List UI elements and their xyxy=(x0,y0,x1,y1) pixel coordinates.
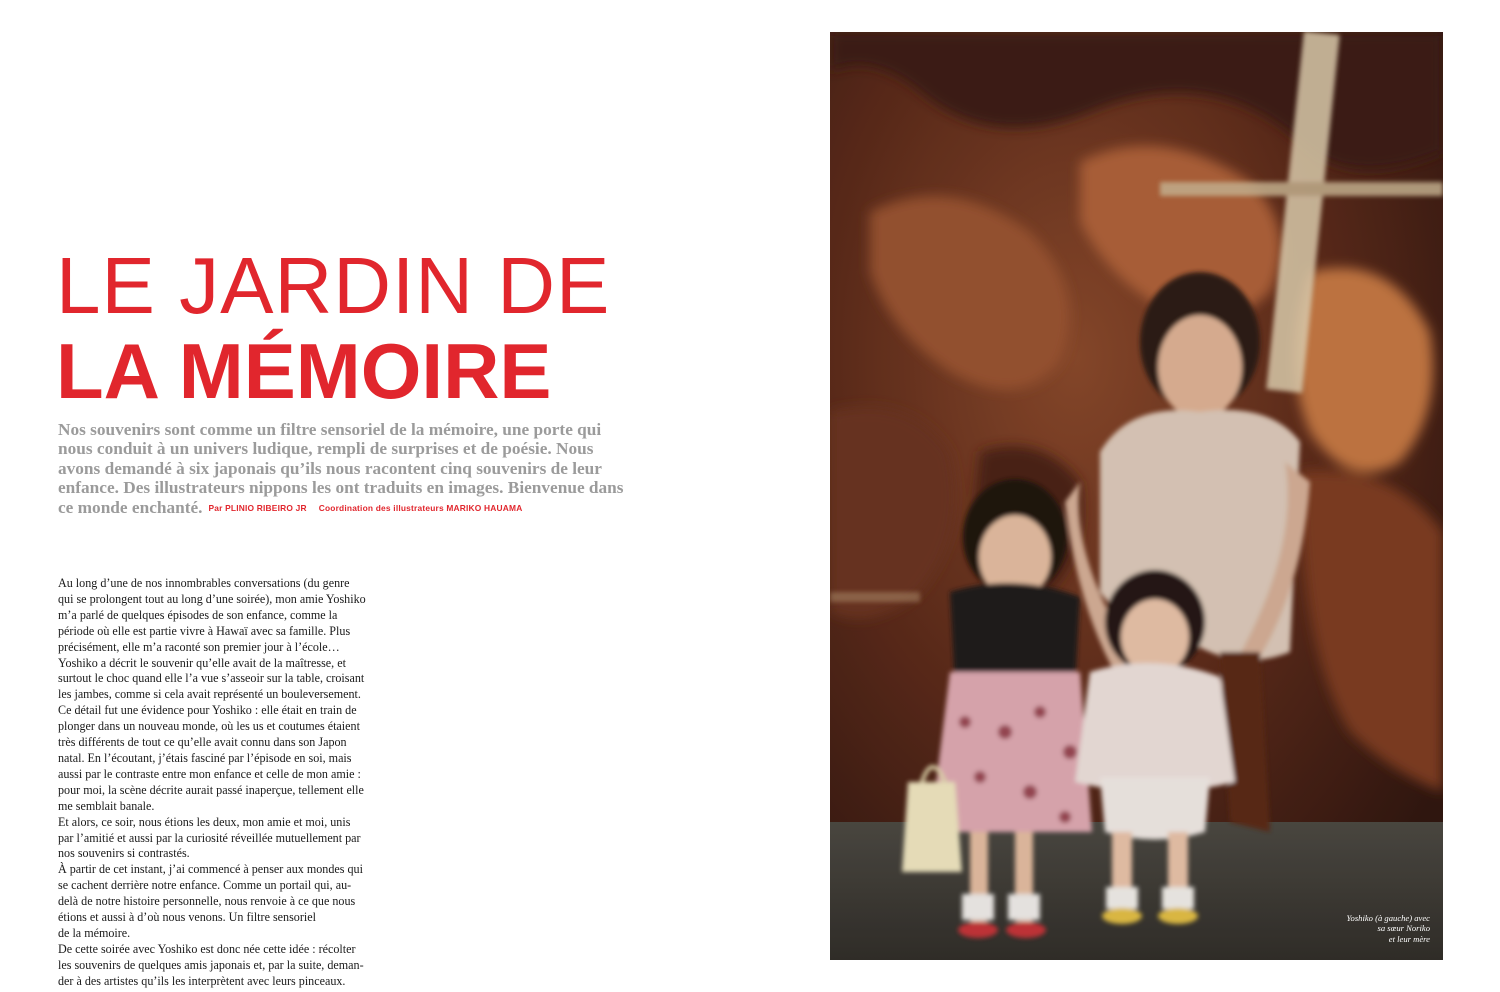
article-title xyxy=(56,241,611,415)
caption-line: Yoshiko (à gauche) avec xyxy=(1346,912,1430,923)
body-line: Et alors, ce soir, nous étions les deux, mon amie et moi, unis xyxy=(58,814,351,829)
body-line: très différents de tout ce qu’elle avait connu dans son Japon xyxy=(58,735,347,750)
body-line: der à des artistes qu’ils les interprètent avec leurs pinceaux. xyxy=(58,973,346,988)
body-line: me semblait banale. xyxy=(58,798,155,813)
body-line: aussi par le contraste entre mon enfance et celle de mon amie : xyxy=(58,766,361,781)
article-lede xyxy=(58,420,633,518)
body-line: natal. En l’écoutant, j’étais fasciné par l’épisode en soi, mais xyxy=(58,750,352,765)
title-line-2: LA MÉMOIRE xyxy=(56,327,552,415)
body-line: À partir de cet instant, j’ai commencé à penser aux mondes qui xyxy=(58,862,363,877)
body-line: les souvenirs de quelques amis japonais et, par la suite, deman- xyxy=(58,957,364,972)
body-line: Au long d’une de nos innombrables conversations (du genre xyxy=(58,576,350,590)
body-line: delà de notre histoire personnelle, nous renvoie à ce que nous xyxy=(58,894,356,909)
body-line: de la mémoire. xyxy=(58,925,131,940)
body-line: Yoshiko a décrit le souvenir qu’elle avait de la maîtresse, et xyxy=(58,655,346,670)
body-line: période où elle est partie vivre à Hawaï avec sa famille. Plus xyxy=(58,623,351,638)
body-line: surtout le choc quand elle l’a vue s’asseoir sur la table, croisant xyxy=(58,671,365,686)
body-line: nos souvenirs si contrastés. xyxy=(58,846,190,861)
body-line: m’a parlé de quelques épisodes de son enfance, comme la xyxy=(58,607,338,622)
family-photo xyxy=(830,32,1443,960)
body-line: qui se prolongent tout au long d’une soirée), mon amie Yoshiko xyxy=(58,591,366,606)
body-line: par l’amitié et aussi par la curiosité réveillée mutuellement par xyxy=(58,830,361,845)
body-line: étions et aussi à d’où nous venons. Un filtre sensoriel xyxy=(58,910,316,925)
body-line: De cette soirée avec Yoshiko est donc née cette idée : récolter xyxy=(58,941,356,956)
body-line: plonger dans un nouveau monde, où les us et coutumes étaient xyxy=(58,719,360,734)
credit-illustrators: Coordination des illustrateurs MARIKO HAUAMA xyxy=(318,502,523,513)
photo-illustration xyxy=(830,32,1443,960)
body-line: précisément, elle m’a raconté son premier jour à l’école… xyxy=(58,639,340,654)
body-line: pour moi, la scène décrite aurait passé inaperçue, tellement elle xyxy=(58,782,364,797)
body-line: les jambes, comme si cela avait représenté un bouleversement. xyxy=(58,687,361,702)
article-credits xyxy=(208,503,522,513)
body-line: Ce détail fut une évidence pour Yoshiko : elle était en train de xyxy=(58,703,357,718)
lede-text: Nos souvenirs sont comme un filtre sensoriel de la mémoire, une porte qui nous conduit à un univers ludique, rempli de surprises et de poésie. Nous avons demandé à six japonais qu’ils nous racontent cinq souvenirs de leur enfance. Des illustrateurs nippons les ont traduits en images. Bienvenue dans ce monde enchanté. xyxy=(58,420,624,517)
body-line: se cachent derrière notre enfance. Comme un portail qui, au- xyxy=(58,878,352,893)
photo-caption xyxy=(1347,913,1430,945)
caption-line: sa sœur Noriko xyxy=(1377,923,1430,933)
title-line-1: LE JARDIN DE xyxy=(56,241,611,330)
credit-author: Par PLINIO RIBEIRO JR xyxy=(208,502,307,513)
caption-line: et leur mère xyxy=(1388,933,1430,944)
article-body xyxy=(58,576,366,990)
